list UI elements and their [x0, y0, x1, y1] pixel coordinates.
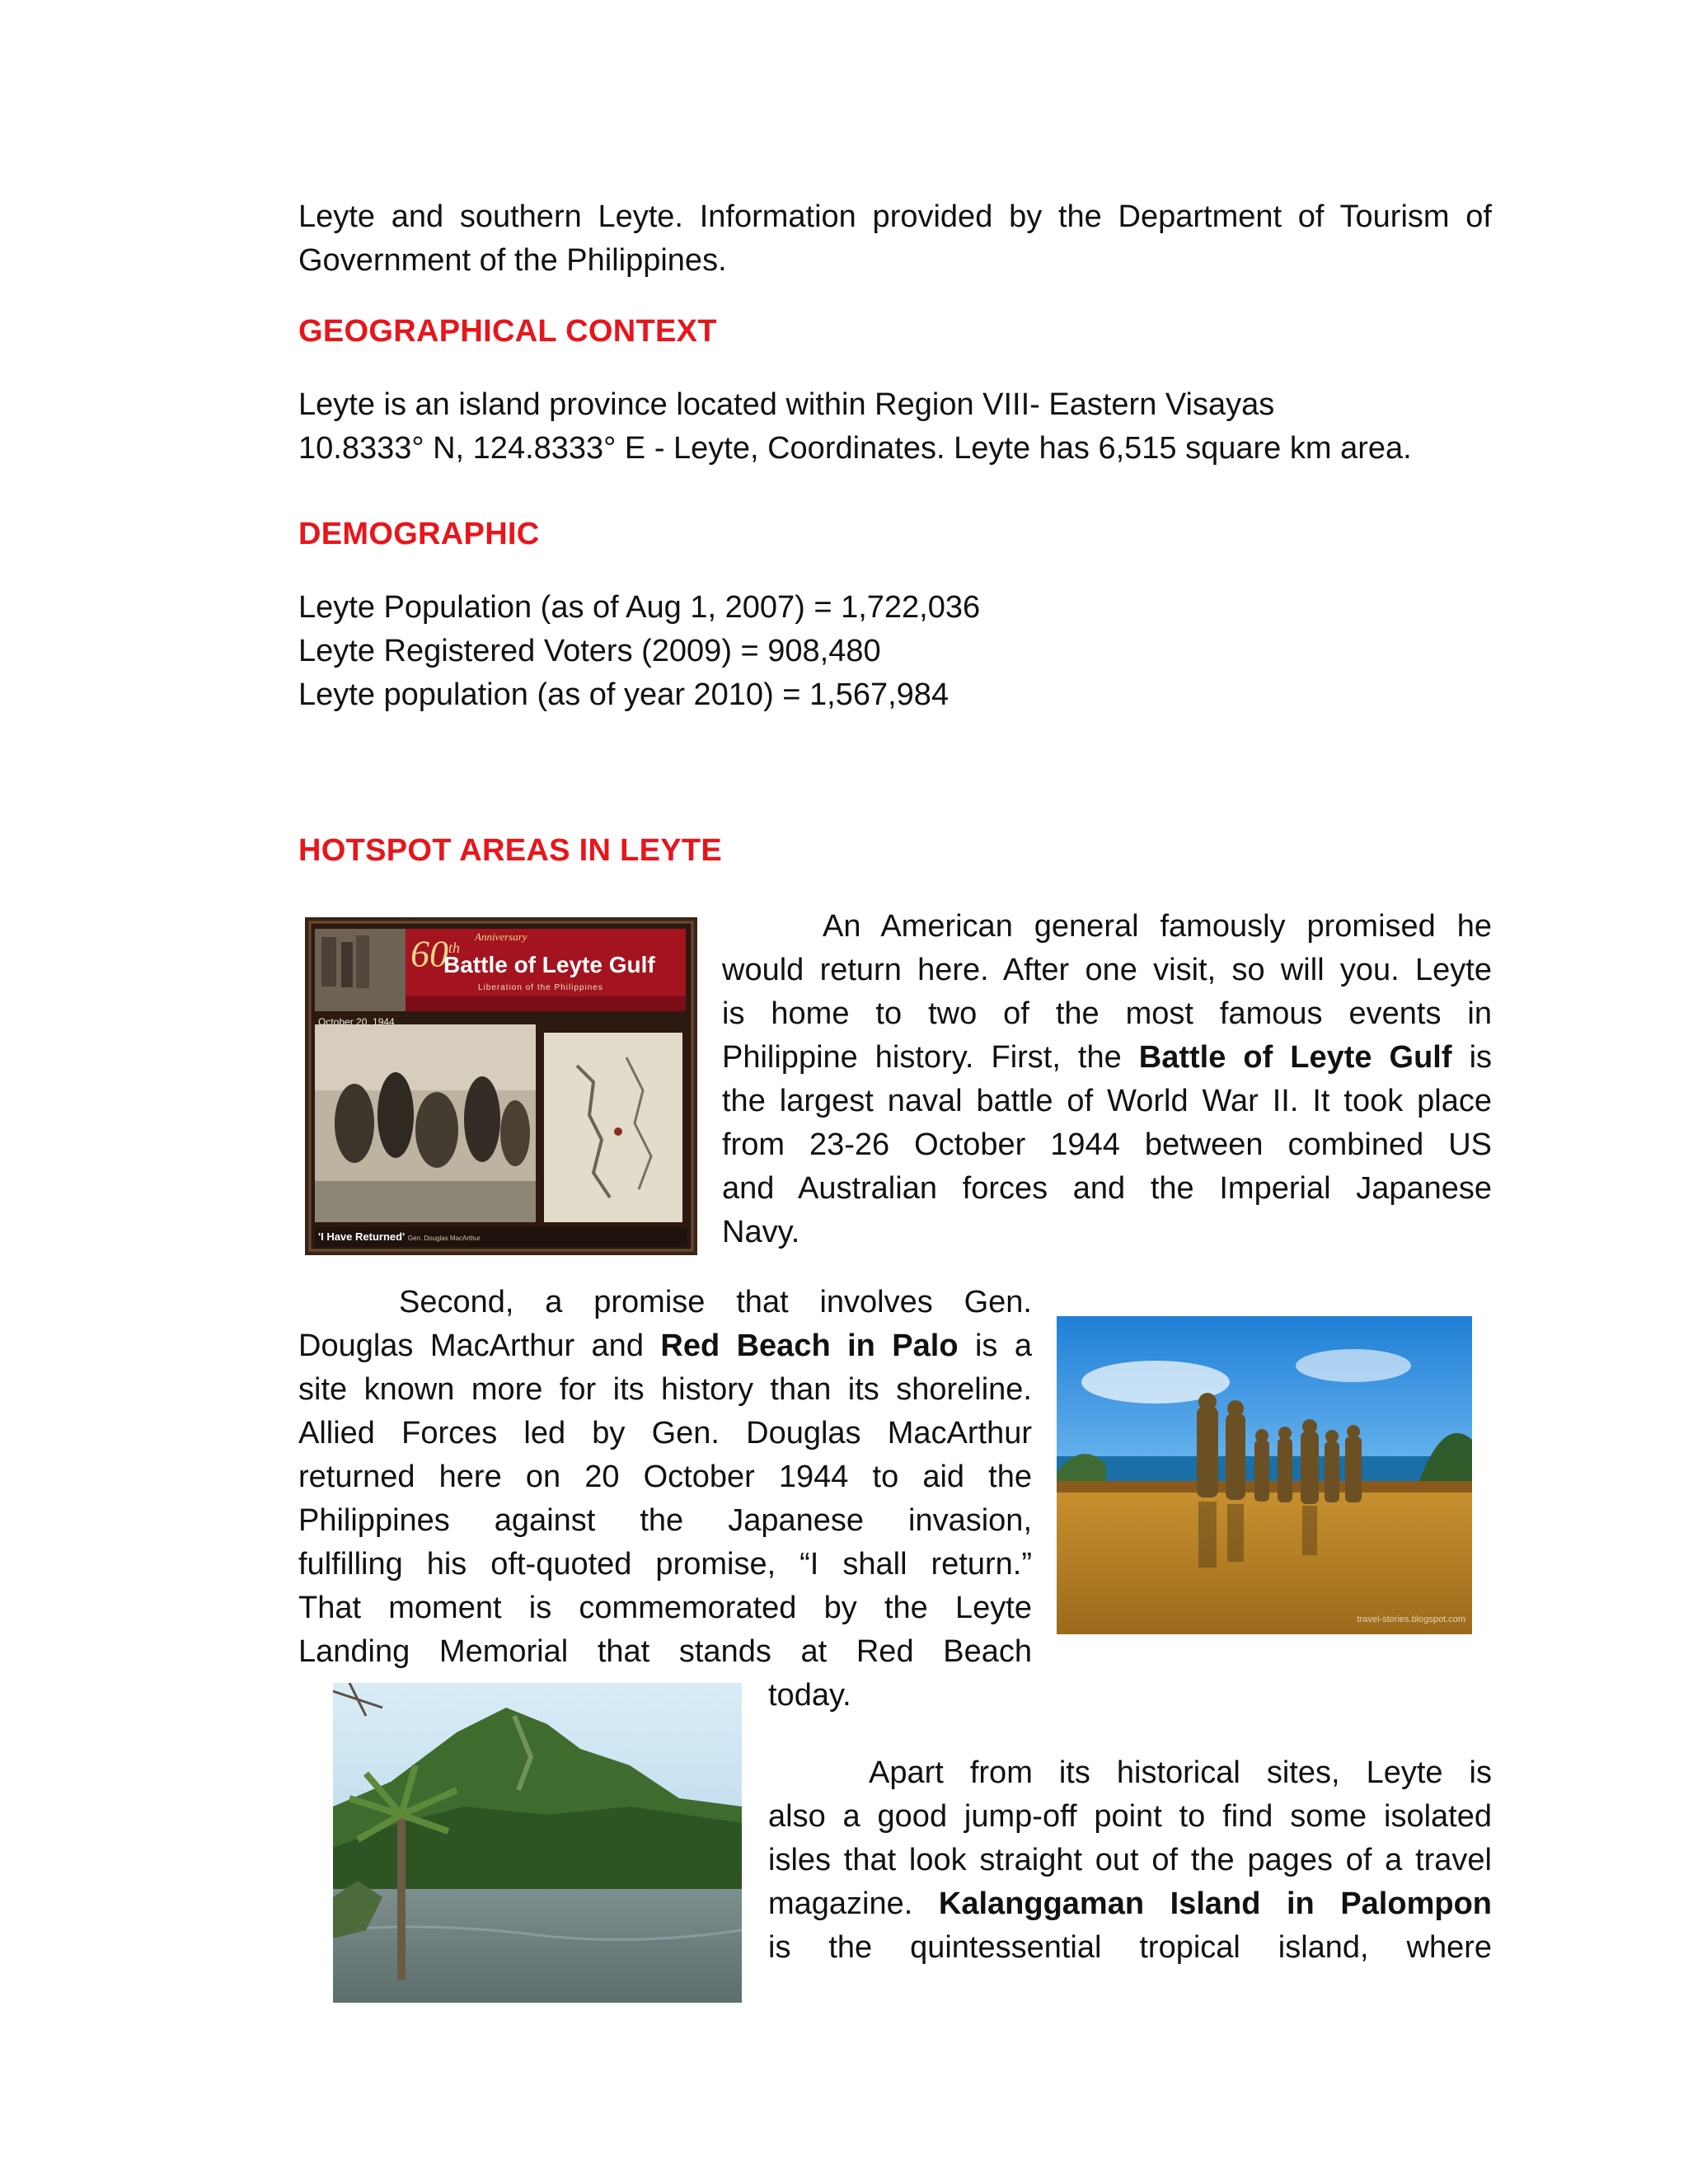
demographic-population-2010: Leyte population (as of year 2010) = 1,567,984 [298, 677, 950, 712]
p1-line-2: would return here. After one visit, so will you. Leyte [722, 953, 1492, 987]
p2-line-10: today. [768, 1678, 851, 1713]
kalanggaman-island-bold: Kalanggaman Island in Palompon [938, 1886, 1492, 1921]
intro-line-1: Leyte and southern Leyte. Information provided by the Department of Tourism of [298, 199, 1492, 234]
p2-line-8: That moment is commemorated by the Leyte [298, 1591, 1032, 1625]
p1-line-3: is home to two of the most famous events in [722, 996, 1492, 1031]
p1-line-6: from 23-26 October 1944 between combined US [722, 1127, 1492, 1162]
leyte-landing-memorial-photo [1057, 1316, 1472, 1634]
poster-attribution: Gen. Douglas MacArthur [407, 1235, 481, 1242]
memorial-photo-watermark: travel-stories.blogspot.com [1357, 1615, 1465, 1624]
demographic-population-2007: Leyte Population (as of Aug 1, 2007) = 1,722,036 [298, 590, 981, 625]
p2-line-7: fulfilling his oft-quoted promise, “I shall return.” [298, 1547, 1032, 1582]
hotspot-heading: HOTSPOT AREAS IN LEYTE [298, 833, 723, 868]
battle-of-leyte-gulf-bold: Battle of Leyte Gulf [1138, 1040, 1452, 1075]
p2-line-6: Philippines against the Japanese invasion, [298, 1503, 1032, 1538]
island-lake-photo [333, 1683, 742, 2003]
p1-line-8: Navy. [722, 1215, 800, 1249]
red-beach-in-palo-bold: Red Beach in Palo [660, 1329, 959, 1363]
p2-line-5: returned here on 20 October 1944 to aid the [298, 1460, 1032, 1494]
p1-line-4: Philippine history. First, the Battle of Leyte Gulf is [722, 1040, 1493, 1075]
poster-title: Battle of Leyte Gulf [443, 952, 655, 977]
p2-line-9: Landing Memorial that stands at Red Beach [298, 1634, 1032, 1669]
p3-line-4: magazine. Kalanggaman Island in Palompon [768, 1886, 1492, 1921]
intro-line-2: Government of the Philippines. [298, 243, 727, 278]
geographical-context-heading: GEOGRAPHICAL CONTEXT [298, 314, 717, 349]
p1-line-5: the largest naval battle of World War II. It took place [722, 1084, 1492, 1118]
intro-paragraph [298, 195, 1492, 283]
battle-of-leyte-gulf-poster [305, 917, 697, 1255]
poster-date: October 20, 1944 [318, 1016, 395, 1028]
demographic-heading: DEMOGRAPHIC [298, 517, 540, 551]
p3-line-5: is the quintessential tropical island, where [768, 1930, 1492, 1965]
p3-line-2: also a good jump-off point to find some isolated [768, 1799, 1492, 1834]
geo-line-1: Leyte is an island province located within Region VIII- Eastern Visayas [298, 387, 1275, 422]
poster-subtitle: Liberation of the Philippines [478, 983, 603, 992]
poster-quote: 'I Have Returned' Gen. Douglas MacArthur [318, 1230, 481, 1243]
poster-anniversary-word: Anniversary [475, 930, 528, 943]
p2-line-1: Second, a promise that involves Gen. [399, 1285, 1032, 1319]
p3-line-1: Apart from its historical sites, Leyte is [869, 1755, 1492, 1790]
geographical-context-text [298, 383, 1492, 471]
p1-line-1: An American general famously promised he [823, 909, 1492, 944]
demographic-voters-2009: Leyte Registered Voters (2009) = 908,480 [298, 634, 881, 668]
p2-line-2: Douglas MacArthur and Red Beach in Palo is a [298, 1329, 1032, 1363]
demographic-list [298, 586, 1287, 717]
battle-of-leyte-gulf-paragraph [722, 905, 1492, 1254]
p2-line-3: site known more for its history than its shoreline. [298, 1372, 1032, 1407]
poster-anniversary-number: 60th [410, 932, 461, 975]
kalanggaman-paragraph [768, 1751, 1492, 1970]
p3-line-3: isles that look straight out of the pages of a travel [768, 1843, 1492, 1877]
red-beach-paragraph [298, 1281, 1032, 1718]
p1-line-7: and Australian forces and the Imperial Japanese [722, 1171, 1492, 1206]
geo-line-2: 10.8333° N, 124.8333° E - Leyte, Coordinates. Leyte has 6,515 square km area. [298, 431, 1412, 466]
p2-line-4: Allied Forces led by Gen. Douglas MacArthur [298, 1416, 1032, 1451]
